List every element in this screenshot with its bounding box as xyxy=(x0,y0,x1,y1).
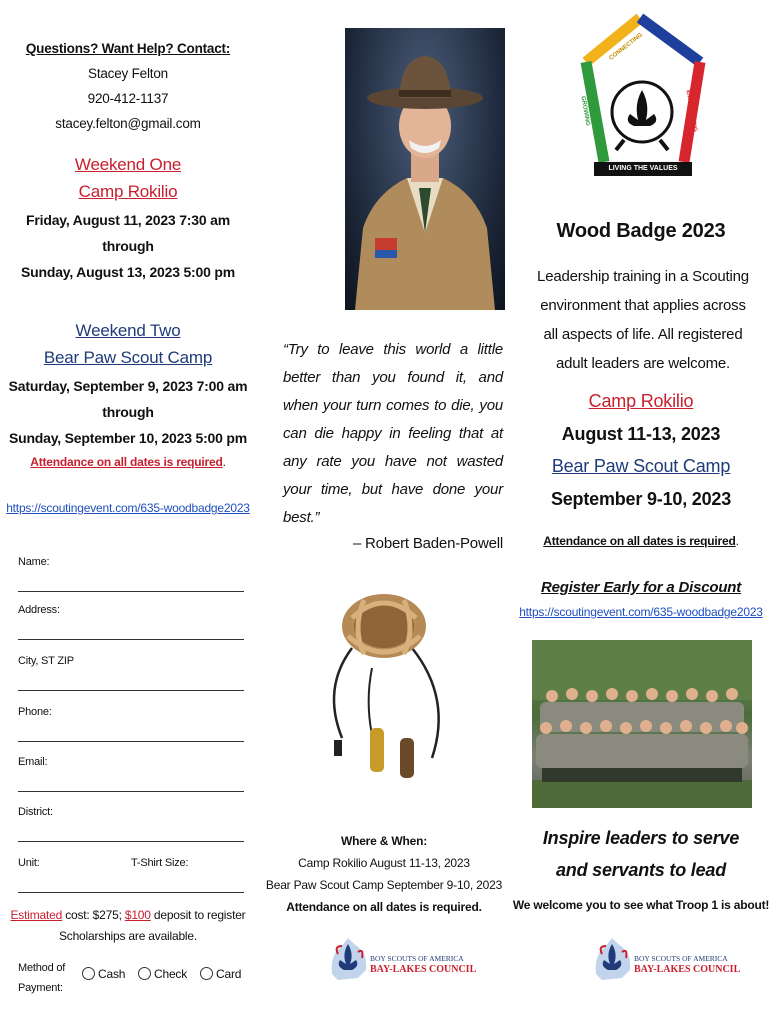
attendance-note-2-text: Attendance on all dates is required xyxy=(543,534,736,548)
payment-check[interactable] xyxy=(138,967,187,981)
wood-badge-emblem xyxy=(580,12,706,212)
payment-label-2: Payment: xyxy=(18,982,63,994)
bay-lakes-logo-2 xyxy=(592,934,741,982)
fleur-de-lis-icon xyxy=(328,934,372,982)
quote-column xyxy=(256,0,512,1024)
weekend-one-start: Friday, August 11, 2023 7:30 am xyxy=(26,212,230,228)
register-url[interactable]: https://scoutingevent.com/635-woodbadge2023 xyxy=(6,501,250,515)
payment-card[interactable] xyxy=(200,967,241,981)
district-label: District: xyxy=(18,806,53,818)
card-radio[interactable] xyxy=(200,967,213,980)
where-when-line2: Bear Paw Scout Camp September 9-10, 2023 xyxy=(265,878,503,892)
weekend-one-dates xyxy=(0,207,256,285)
cash-radio[interactable] xyxy=(82,967,95,980)
weekend-one-title: Weekend One xyxy=(74,155,182,174)
phone-label: Phone: xyxy=(18,706,52,718)
camp-rokilio-label: Camp Rokilio xyxy=(588,391,694,411)
baden-powell-illustration xyxy=(345,28,505,310)
city-label: City, ST ZIP xyxy=(18,655,74,667)
attendance-period: . xyxy=(222,455,226,469)
logo-line2: BAY-LAKES COUNCIL xyxy=(370,964,477,975)
troop-group-photo xyxy=(532,640,752,808)
quote-text: “Try to leave this world a little better than you found it, and when your turn comes to die, you can die happy in feeling that at any rate you have not wasted your time, but have done your best.” xyxy=(283,341,503,526)
bay-lakes-logo xyxy=(328,934,477,982)
register-link[interactable] xyxy=(0,501,256,515)
weekend-two-end: Sunday, September 10, 2023 5:00 pm xyxy=(8,430,248,446)
emblem-word-connecting: CONNECTING xyxy=(608,32,644,62)
contact-name: Stacey Felton xyxy=(88,66,168,81)
attendance-note-2 xyxy=(512,534,770,548)
contact-heading: Questions? Want Help? Contact: xyxy=(25,41,231,56)
inspire-block xyxy=(512,822,770,886)
emblem-word-guiding: GUIDING xyxy=(660,32,685,54)
unit-tshirt-field[interactable] xyxy=(18,843,244,893)
city-field[interactable] xyxy=(18,641,244,691)
weekend-one-through: through xyxy=(102,238,154,254)
inspire-line2: and servants to lead xyxy=(555,860,727,880)
weekend-two-location: Bear Paw Scout Camp xyxy=(43,348,213,367)
woggle-knot-image xyxy=(312,578,462,808)
check-radio[interactable] xyxy=(138,967,151,980)
logo2-line1: BOY SCOUTS OF AMERICA xyxy=(634,954,728,963)
baden-powell-photo xyxy=(345,28,505,310)
phone-field[interactable] xyxy=(18,692,244,742)
woggle-illustration xyxy=(312,578,462,808)
emblem-banner: LIVING THE VALUES xyxy=(608,165,678,172)
weekend-one-heading xyxy=(0,151,256,205)
unit-label: Unit: xyxy=(18,857,40,869)
attendance-note-text: Attendance on all dates is required xyxy=(30,455,223,469)
cost-text: cost: $275; xyxy=(62,908,125,922)
payment-cash[interactable] xyxy=(82,967,125,981)
weekend-two-through: through xyxy=(102,404,154,420)
wood-badge-title: Wood Badge 2023 xyxy=(556,220,726,242)
cost-tail: deposit to register xyxy=(150,908,246,922)
contact-block xyxy=(0,36,256,136)
camp-rokilio-dates: August 11-13, 2023 xyxy=(561,424,721,444)
check-label: Check xyxy=(154,967,188,981)
cost-deposit: $100 xyxy=(124,908,151,922)
inspire-line1: Inspire leaders to serve xyxy=(542,828,740,848)
cost-line xyxy=(0,905,256,926)
email-label: Email: xyxy=(18,756,48,768)
weekend-two-start: Saturday, September 9, 2023 7:00 am xyxy=(8,378,248,394)
tshirt-label: T-Shirt Size: xyxy=(131,857,189,869)
emblem-word-growing: GROWING xyxy=(579,95,591,127)
weekend-two-title: Weekend Two xyxy=(75,321,181,340)
wood-badge-column xyxy=(512,0,770,1024)
email-field[interactable] xyxy=(18,742,244,792)
fleur-de-lis-icon-2 xyxy=(592,934,636,982)
where-when-heading: Where & When: xyxy=(340,834,428,848)
contact-phone: 920-412-1137 xyxy=(87,91,169,106)
weekend-two-dates xyxy=(0,373,256,451)
welcome-text: We welcome you to see what Troop 1 is about! xyxy=(512,898,770,912)
where-when-line1: Camp Rokilio August 11-13, 2023 xyxy=(298,856,470,870)
payment-label xyxy=(18,958,74,998)
card-label: Card xyxy=(216,967,242,981)
cost-estimated: Estimated xyxy=(10,908,63,922)
group-illustration xyxy=(532,640,752,808)
emblem-word-empowering: EMPOWERING xyxy=(684,89,698,133)
quote-author: – Robert Baden-Powell xyxy=(352,535,503,552)
register-link-2[interactable] xyxy=(512,605,770,619)
contact-email[interactable]: stacey.felton@gmail.com xyxy=(55,116,201,131)
address-label: Address: xyxy=(18,604,60,616)
payment-label-1: Method of xyxy=(18,962,66,974)
bear-paw-dates: September 9-10, 2023 xyxy=(550,489,732,509)
name-field[interactable] xyxy=(18,542,244,592)
wood-badge-description: Leadership training in a Scouting environment that applies across all aspects of life. All registered adult leaders are welcome. xyxy=(537,268,749,372)
cash-label: Cash xyxy=(98,967,126,981)
where-when-line3: Attendance on all dates is required. xyxy=(286,900,482,914)
weekend-two-heading xyxy=(0,317,256,371)
register-url-2[interactable]: https://scoutingevent.com/635-woodbadge2023 xyxy=(519,605,763,619)
cost-block xyxy=(0,905,256,947)
attendance-note xyxy=(0,455,256,469)
where-when-block xyxy=(256,830,512,918)
scholarships: Scholarships are available. xyxy=(58,929,197,943)
name-label: Name: xyxy=(18,556,50,568)
registration-column xyxy=(0,0,256,1024)
weekend-one-location: Camp Rokilio xyxy=(78,182,178,201)
bear-paw-label: Bear Paw Scout Camp xyxy=(551,456,731,476)
register-early: Register Early for a Discount xyxy=(540,579,742,596)
address-field[interactable] xyxy=(18,590,244,640)
emblem-illustration xyxy=(580,12,706,212)
logo-line1: BOY SCOUTS OF AMERICA xyxy=(370,954,464,963)
district-field[interactable] xyxy=(18,792,244,842)
logo2-line2: BAY-LAKES COUNCIL xyxy=(634,964,741,975)
weekend-one-end: Sunday, August 13, 2023 5:00 pm xyxy=(21,264,235,280)
attendance-period-2: . xyxy=(735,534,739,548)
